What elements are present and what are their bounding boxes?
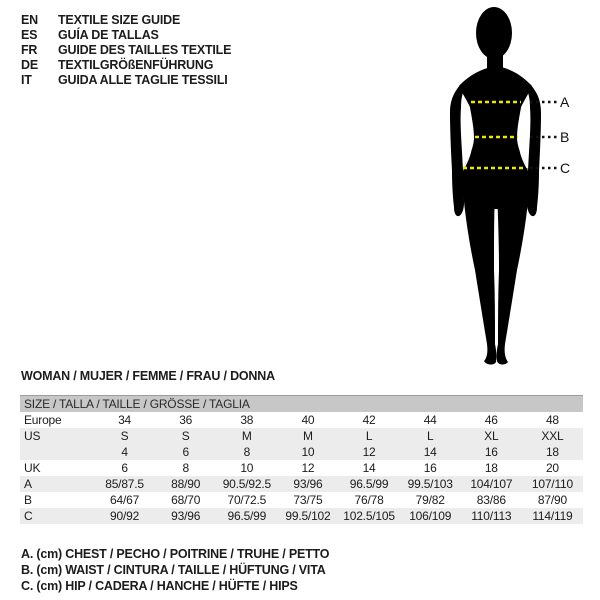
- table-cell: 8: [243, 445, 251, 459]
- table-cell: 18: [545, 445, 559, 459]
- table-cell: 44: [423, 413, 437, 427]
- table-cell: 12: [301, 461, 315, 475]
- table-cell: 96.5/99: [349, 477, 389, 491]
- table-cell: XXL: [541, 429, 564, 443]
- table-cell: 93/96: [171, 509, 201, 523]
- table-cell: 102.5/105: [343, 509, 395, 523]
- language-code: ES: [21, 28, 38, 42]
- section-title: WOMAN / MUJER / FEMME / FRAU / DONNA: [21, 369, 275, 383]
- table-cell: 36: [179, 413, 193, 427]
- table-row-us-letters: [20, 428, 583, 444]
- table-cell: 104/107: [470, 477, 513, 491]
- woman-silhouette-figure: [408, 0, 600, 370]
- table-cell: 107/110: [531, 477, 573, 491]
- table-cell: 110/113: [471, 509, 512, 523]
- table-cell: 38: [240, 413, 254, 427]
- language-row-en: [21, 13, 231, 28]
- table-cell: 14: [362, 461, 376, 475]
- table-cell: 76/78: [354, 493, 384, 507]
- table-cell: 16: [423, 461, 437, 475]
- table-row-waist: [20, 492, 583, 508]
- table-cell: 18: [484, 461, 498, 475]
- table-cell: 8: [182, 461, 189, 475]
- size-table-header: SIZE / TALLA / TAILLE / GRÖSSE / TAGLIA: [20, 395, 583, 412]
- row-label: US: [24, 429, 41, 443]
- legend-chest: A. (cm) CHEST / PECHO / POITRINE / TRUHE / PETTO: [21, 547, 330, 561]
- language-code: EN: [21, 13, 38, 27]
- table-cell: 96.5/99: [227, 509, 267, 523]
- row-label: C: [24, 509, 33, 523]
- language-row-es: [21, 28, 231, 43]
- table-cell: 16: [484, 445, 498, 459]
- table-cell: 10: [301, 445, 315, 459]
- language-row-it: [21, 73, 231, 88]
- language-title: TEXTILE SIZE GUIDE: [58, 13, 181, 27]
- table-cell: 93/96: [293, 477, 323, 491]
- language-row-fr: [21, 43, 231, 58]
- table-cell: M: [303, 429, 313, 443]
- table-cell: 4: [121, 445, 128, 459]
- language-title: GUÍA DE TALLAS: [58, 28, 159, 42]
- hip-measure-label: C: [560, 160, 571, 176]
- language-code: DE: [21, 58, 38, 72]
- table-cell: 68/70: [171, 493, 201, 507]
- table-row-europe: [20, 412, 583, 428]
- legend-hip: C. (cm) HIP / CADERA / HANCHE / HÜFTE / HIPS: [21, 579, 298, 593]
- table-cell: 14: [423, 445, 437, 459]
- table-cell: 34: [118, 413, 132, 427]
- row-label: UK: [24, 461, 41, 475]
- woman-silhouette-icon: [408, 0, 600, 370]
- table-cell: L: [426, 429, 434, 443]
- table-cell: 85/87.5: [105, 477, 144, 491]
- language-title: GUIDE DES TAILLES TEXTILE: [58, 43, 232, 57]
- table-row-hip: [20, 508, 583, 524]
- table-cell: 90.5/92.5: [222, 477, 271, 491]
- table-cell: XL: [484, 429, 499, 443]
- language-code: IT: [21, 73, 32, 87]
- table-cell: 46: [484, 413, 498, 427]
- table-cell: 88/90: [171, 477, 201, 491]
- table-row-chest: [20, 476, 583, 492]
- language-title: GUIDA ALLE TAGLIE TESSILI: [58, 73, 228, 87]
- size-table: [20, 395, 583, 524]
- table-cell: 70/72.5: [227, 493, 267, 507]
- table-cell: 6: [182, 445, 189, 459]
- table-cell: 79/82: [415, 493, 445, 507]
- row-label: [20, 444, 94, 460]
- table-cell: 83/86: [476, 493, 506, 507]
- table-cell: S: [181, 429, 190, 443]
- row-label: A: [24, 477, 32, 491]
- row-label: B: [24, 493, 32, 507]
- language-title-list: [21, 13, 231, 88]
- chest-measure-label: A: [560, 94, 570, 110]
- table-cell: 99.5/102: [285, 509, 331, 523]
- table-cell: L: [365, 429, 373, 443]
- legend-waist: B. (cm) WAIST / CINTURA / TAILLE / HÜFTUNG / VITA: [21, 563, 326, 577]
- table-cell: 87/90: [537, 493, 567, 507]
- language-title: TEXTILGRÖßENFÜHRUNG: [58, 58, 214, 72]
- waist-measure-label: B: [560, 129, 570, 145]
- table-row-us-numbers: [20, 444, 583, 460]
- language-row-de: [21, 58, 231, 73]
- table-cell: 106/109: [409, 509, 452, 523]
- row-label: Europe: [24, 413, 62, 427]
- table-cell: 12: [362, 445, 376, 459]
- table-cell: 20: [545, 461, 559, 475]
- table-cell: M: [241, 429, 252, 443]
- table-cell: 48: [545, 413, 559, 427]
- table-cell: S: [120, 429, 129, 443]
- table-cell: 40: [301, 413, 315, 427]
- table-cell: 10: [240, 461, 254, 475]
- table-cell: 99.5/103: [407, 477, 453, 491]
- table-cell: 114/119: [532, 509, 573, 523]
- measurement-legend: [21, 546, 329, 594]
- table-cell: 73/75: [293, 493, 323, 507]
- language-code: FR: [21, 43, 38, 57]
- table-cell: 6: [121, 461, 128, 475]
- table-row-uk: [20, 460, 583, 476]
- table-cell: 42: [362, 413, 376, 427]
- table-cell: 64/67: [110, 493, 140, 507]
- table-cell: 90/92: [110, 509, 140, 523]
